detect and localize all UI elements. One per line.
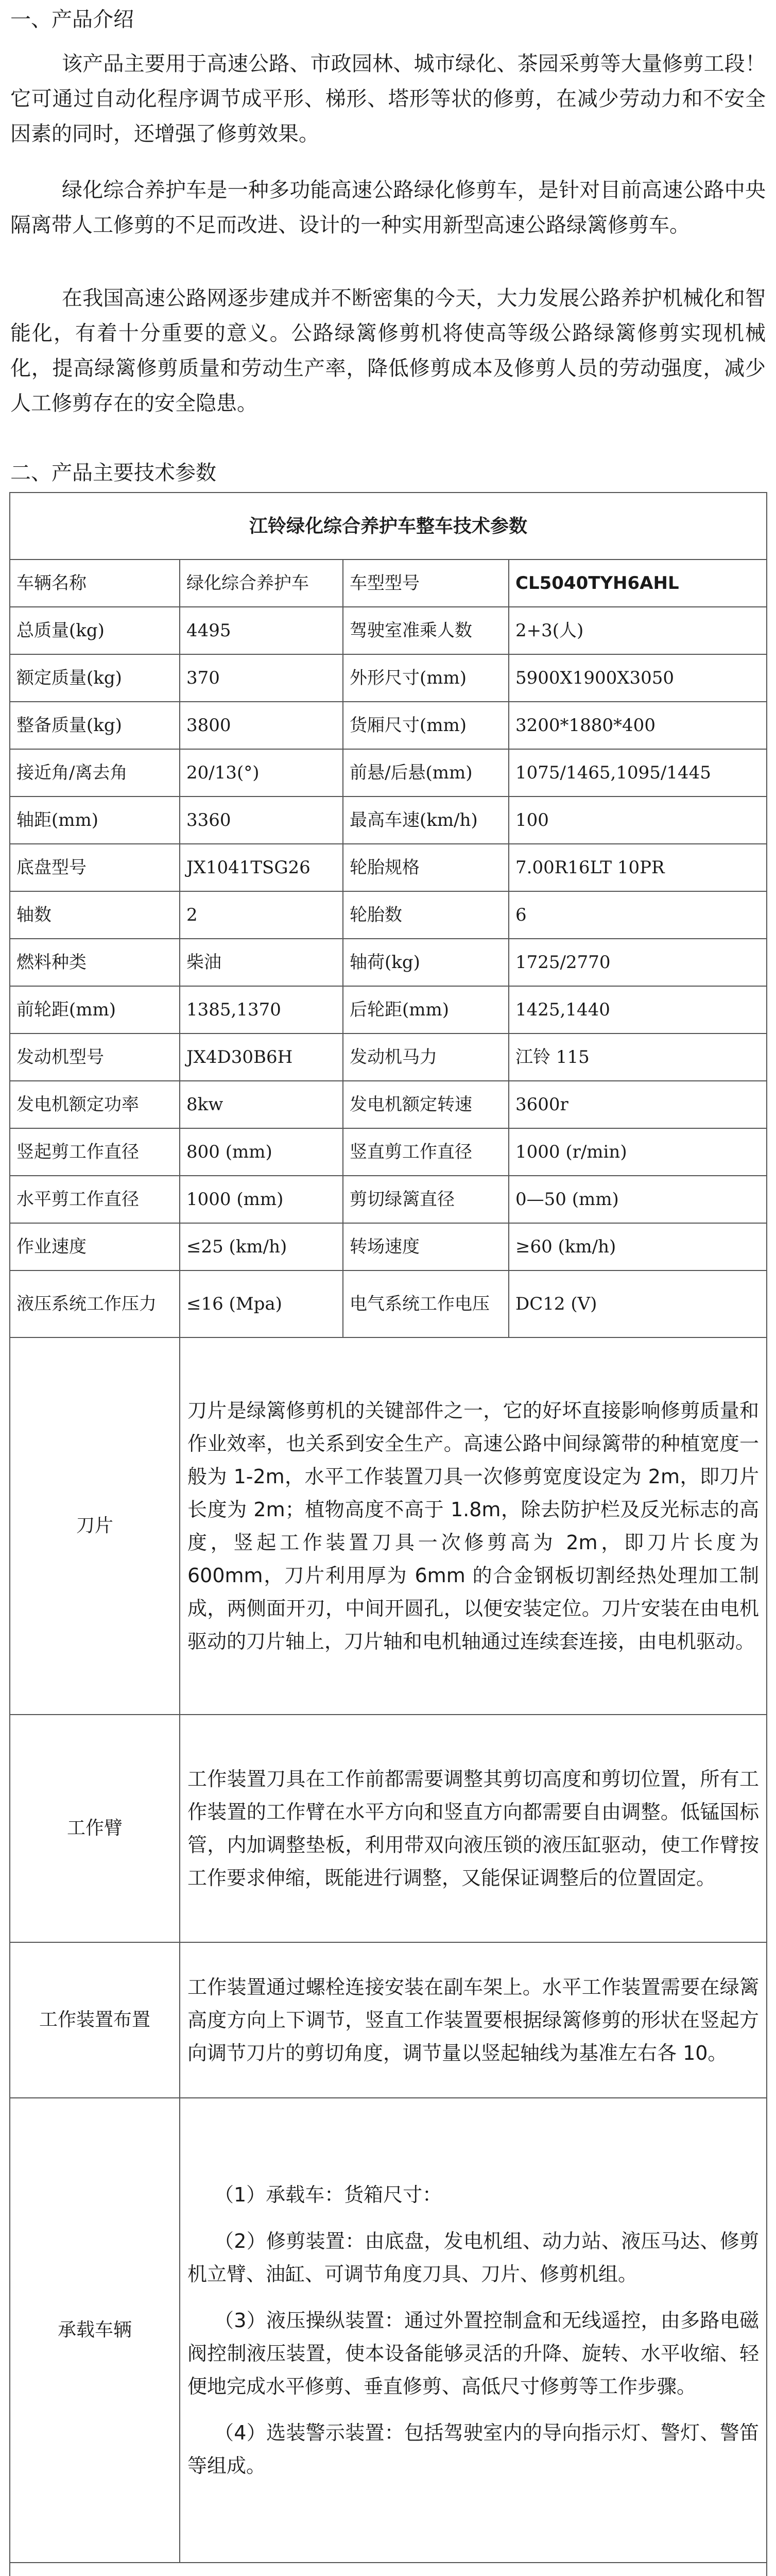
spec-value: JX1041TSG26 [180,844,343,891]
spec-row [10,796,767,844]
spec-value: JX4D30B6H [180,1033,343,1081]
spec-row [10,986,767,1033]
blade-row [10,1337,767,1715]
vehicle-row [10,2098,767,2563]
spec-value: 4495 [180,607,343,654]
spec-value: 2 [180,891,343,939]
spec-label: 外形尺寸(mm) [343,654,509,702]
spec-label: 发动机马力 [343,1033,509,1081]
vehicle-item-4: （4）选装警示装置：包括驾驶室内的导向指示灯、警灯、警笛等组成。 [187,2421,760,2477]
spec-label: 货厢尺寸(mm) [343,702,509,749]
spec-label: 轴距(mm) [10,796,180,844]
spec-label: 最高车速(km/h) [343,796,509,844]
spec-label: 轴荷(kg) [343,939,509,986]
spec-label: 发动机型号 [10,1033,180,1081]
spec-row [10,939,767,986]
spec-row [10,607,767,654]
spec-label: 剪切绿篱直径 [343,1176,509,1223]
spec-label: 竖直剪工作直径 [343,1128,509,1176]
spec-label: 前轮距(mm) [10,986,180,1033]
blade-text: 刀片是绿篱修剪机的关键部件之一，它的好坏直接影响修剪质量和作业效率，也关系到安全生产。高速公路中间绿篱带的种植宽度一般为 1-2m，水平工作装置刀具一次修剪宽度设定为 2m，即刀片长度为 2m；植物高度不高于 1.8m，除去防护栏及反光标志的高度，竖起工作装置刀具一次修剪高为 2m，即刀片长度为 600mm，刀片利用厚为 6mm 的合金钢板切割经热处理加工制成，两侧面开刃，中间开圆孔，以便安装定位。刀片安装在由电机驱动的刀片轴上，刀片轴和电机轴通过连续套连接，由电机驱动。 [180,1337,767,1715]
spec-label: 竖起剪工作直径 [10,1128,180,1176]
spec-value: DC12 (V) [509,1270,767,1337]
spec-label: 车型型号 [343,560,509,607]
spec-row [10,891,767,939]
spec-row [10,749,767,796]
arm-label: 工作臂 [10,1715,180,1942]
spec-value: ≤25 (km/h) [180,1223,343,1270]
vehicle-item-1: （1）承载车：货箱尺寸： [214,2183,442,2206]
spec-value: 1725/2770 [509,939,767,986]
intro-paragraph-2: 绿化综合养护车是一种多功能高速公路绿化修剪车，是针对目前高速公路中央隔离带人工修剪的不足而改进、设计的一种实用新型高速公路绿篱修剪车。 [10,178,766,237]
spec-row [10,560,767,607]
spec-value: 绿化综合养护车 [180,560,343,607]
spec-label: 底盘型号 [10,844,180,891]
spec-label: 前悬/后悬(mm) [343,749,509,796]
vehicle-item-2: （2）修剪装置：由底盘，发电机组、动力站、液压马达、修剪机立臂、油缸、可调节角度刀具、刀片、修剪机组。 [187,2230,760,2285]
spec-value: ≥60 (km/h) [509,1223,767,1270]
spec-value: ≤16 (Mpa) [180,1270,343,1337]
spec-label: 电气系统工作电压 [343,1270,509,1337]
vehicle-label: 承载车辆 [10,2098,180,2563]
spec-value: 20/13(°) [180,749,343,796]
spec-label: 作业速度 [10,1223,180,1270]
spec-table [9,492,767,2576]
spec-value: 2+3(人) [509,607,767,654]
spec-label: 转场速度 [343,1223,509,1270]
spec-label: 接近角/离去角 [10,749,180,796]
intro-paragraph-1: 该产品主要用于高速公路、市政园林、城市绿化、茶园采剪等大量修剪工段！它可通过自动化程序调节成平形、梯形、塔形等状的修剪，在减少劳动力和不安全因素的同时，还增强了修剪效果。 [10,52,766,146]
spec-label: 发电机额定转速 [343,1081,509,1128]
spec-value: 1000 (mm) [180,1176,343,1223]
spec-label: 轴数 [10,891,180,939]
spec-label: 轮胎规格 [343,844,509,891]
vehicle-text [180,2098,767,2563]
spec-label: 车辆名称 [10,560,180,607]
chassis-title [10,2563,767,2576]
layout-label: 工作装置布置 [10,1942,180,2098]
spec-row [10,702,767,749]
spec-label: 整备质量(kg) [10,702,180,749]
arm-text: 工作装置刀具在工作前都需要调整其剪切高度和剪切位置，所有工作装置的工作臂在水平方向和竖直方向都需要自由调整。低锰国标管，内加调整垫板，利用带双向液压锁的液压缸驱动，使工作臂按工作要求伸缩，既能进行调整，又能保证调整后的位置固定。 [180,1715,767,1942]
spec-row [10,1223,767,1270]
spec-value: 8kw [180,1081,343,1128]
layout-text: 工作装置通过螺栓连接安装在副车架上。水平工作装置需要在绿篱高度方向上下调节，竖直工作装置要根据绿篱修剪的形状在竖起方向调节刀片的剪切角度，调节量以竖起轴线为基准左右各 10。 [180,1942,767,2098]
section-heading-params: 二、产品主要技术参数 [10,461,216,485]
intro-paragraph-3: 在我国高速公路网逐步建成并不断密集的今天，大力发展公路养护机械化和智能化，有着十分重要的意义。公路绿篱修剪机将使高等级公路绿篱修剪实现机械化，提高绿篱修剪质量和劳动生产率，降低修剪成本及修剪人员的劳动强度，减少人工修剪存在的安全隐患。 [10,286,766,415]
spec-label: 总质量(kg) [10,607,180,654]
spec-value: 1000 (r/min) [509,1128,767,1176]
spec-value: 1425,1440 [509,986,767,1033]
spec-label: 液压系统工作压力 [10,1270,180,1337]
spec-table-title: 江铃绿化综合养护车整车技术参数 [10,493,767,560]
spec-value: 6 [509,891,767,939]
layout-row [10,1942,767,2098]
spec-value: 柴油 [180,939,343,986]
spec-value: 3800 [180,702,343,749]
spec-label: 后轮距(mm) [343,986,509,1033]
spec-label: 发电机额定功率 [10,1081,180,1128]
blade-label: 刀片 [10,1337,180,1715]
spec-row [10,1033,767,1081]
arm-row [10,1715,767,1942]
chassis-title-row [10,2563,767,2576]
section-heading-intro: 一、产品介绍 [10,8,134,31]
spec-value: CL5040TYH6AHL [509,560,767,607]
spec-label: 驾驶室准乘人数 [343,607,509,654]
spec-value: 7.00R16LT 10PR [509,844,767,891]
spec-row [10,1081,767,1128]
spec-label: 水平剪工作直径 [10,1176,180,1223]
spec-label: 轮胎数 [343,891,509,939]
spec-row [10,1270,767,1337]
spec-value: 3360 [180,796,343,844]
spec-value: 1385,1370 [180,986,343,1033]
spec-label: 燃料种类 [10,939,180,986]
vehicle-item-3: （3）液压操纵装置：通过外置控制盒和无线遥控，由多路电磁阀控制液压装置，使本设备能够灵活的升降、旋转、水平收缩、轻便地完成水平修剪、垂直修剪、高低尺寸修剪等工作步骤。 [187,2309,760,2398]
spec-value: 370 [180,654,343,702]
spec-value: 0—50 (mm) [509,1176,767,1223]
spec-value: 800 (mm) [180,1128,343,1176]
spec-value: 江铃 115 [509,1033,767,1081]
spec-value: 3200*1880*400 [509,702,767,749]
spec-value: 100 [509,796,767,844]
spec-row [10,1128,767,1176]
spec-value: 3600r [509,1081,767,1128]
spec-row [10,654,767,702]
spec-value: 1075/1465,1095/1445 [509,749,767,796]
spec-label: 额定质量(kg) [10,654,180,702]
spec-row [10,1176,767,1223]
spec-row [10,844,767,891]
spec-value: 5900X1900X3050 [509,654,767,702]
